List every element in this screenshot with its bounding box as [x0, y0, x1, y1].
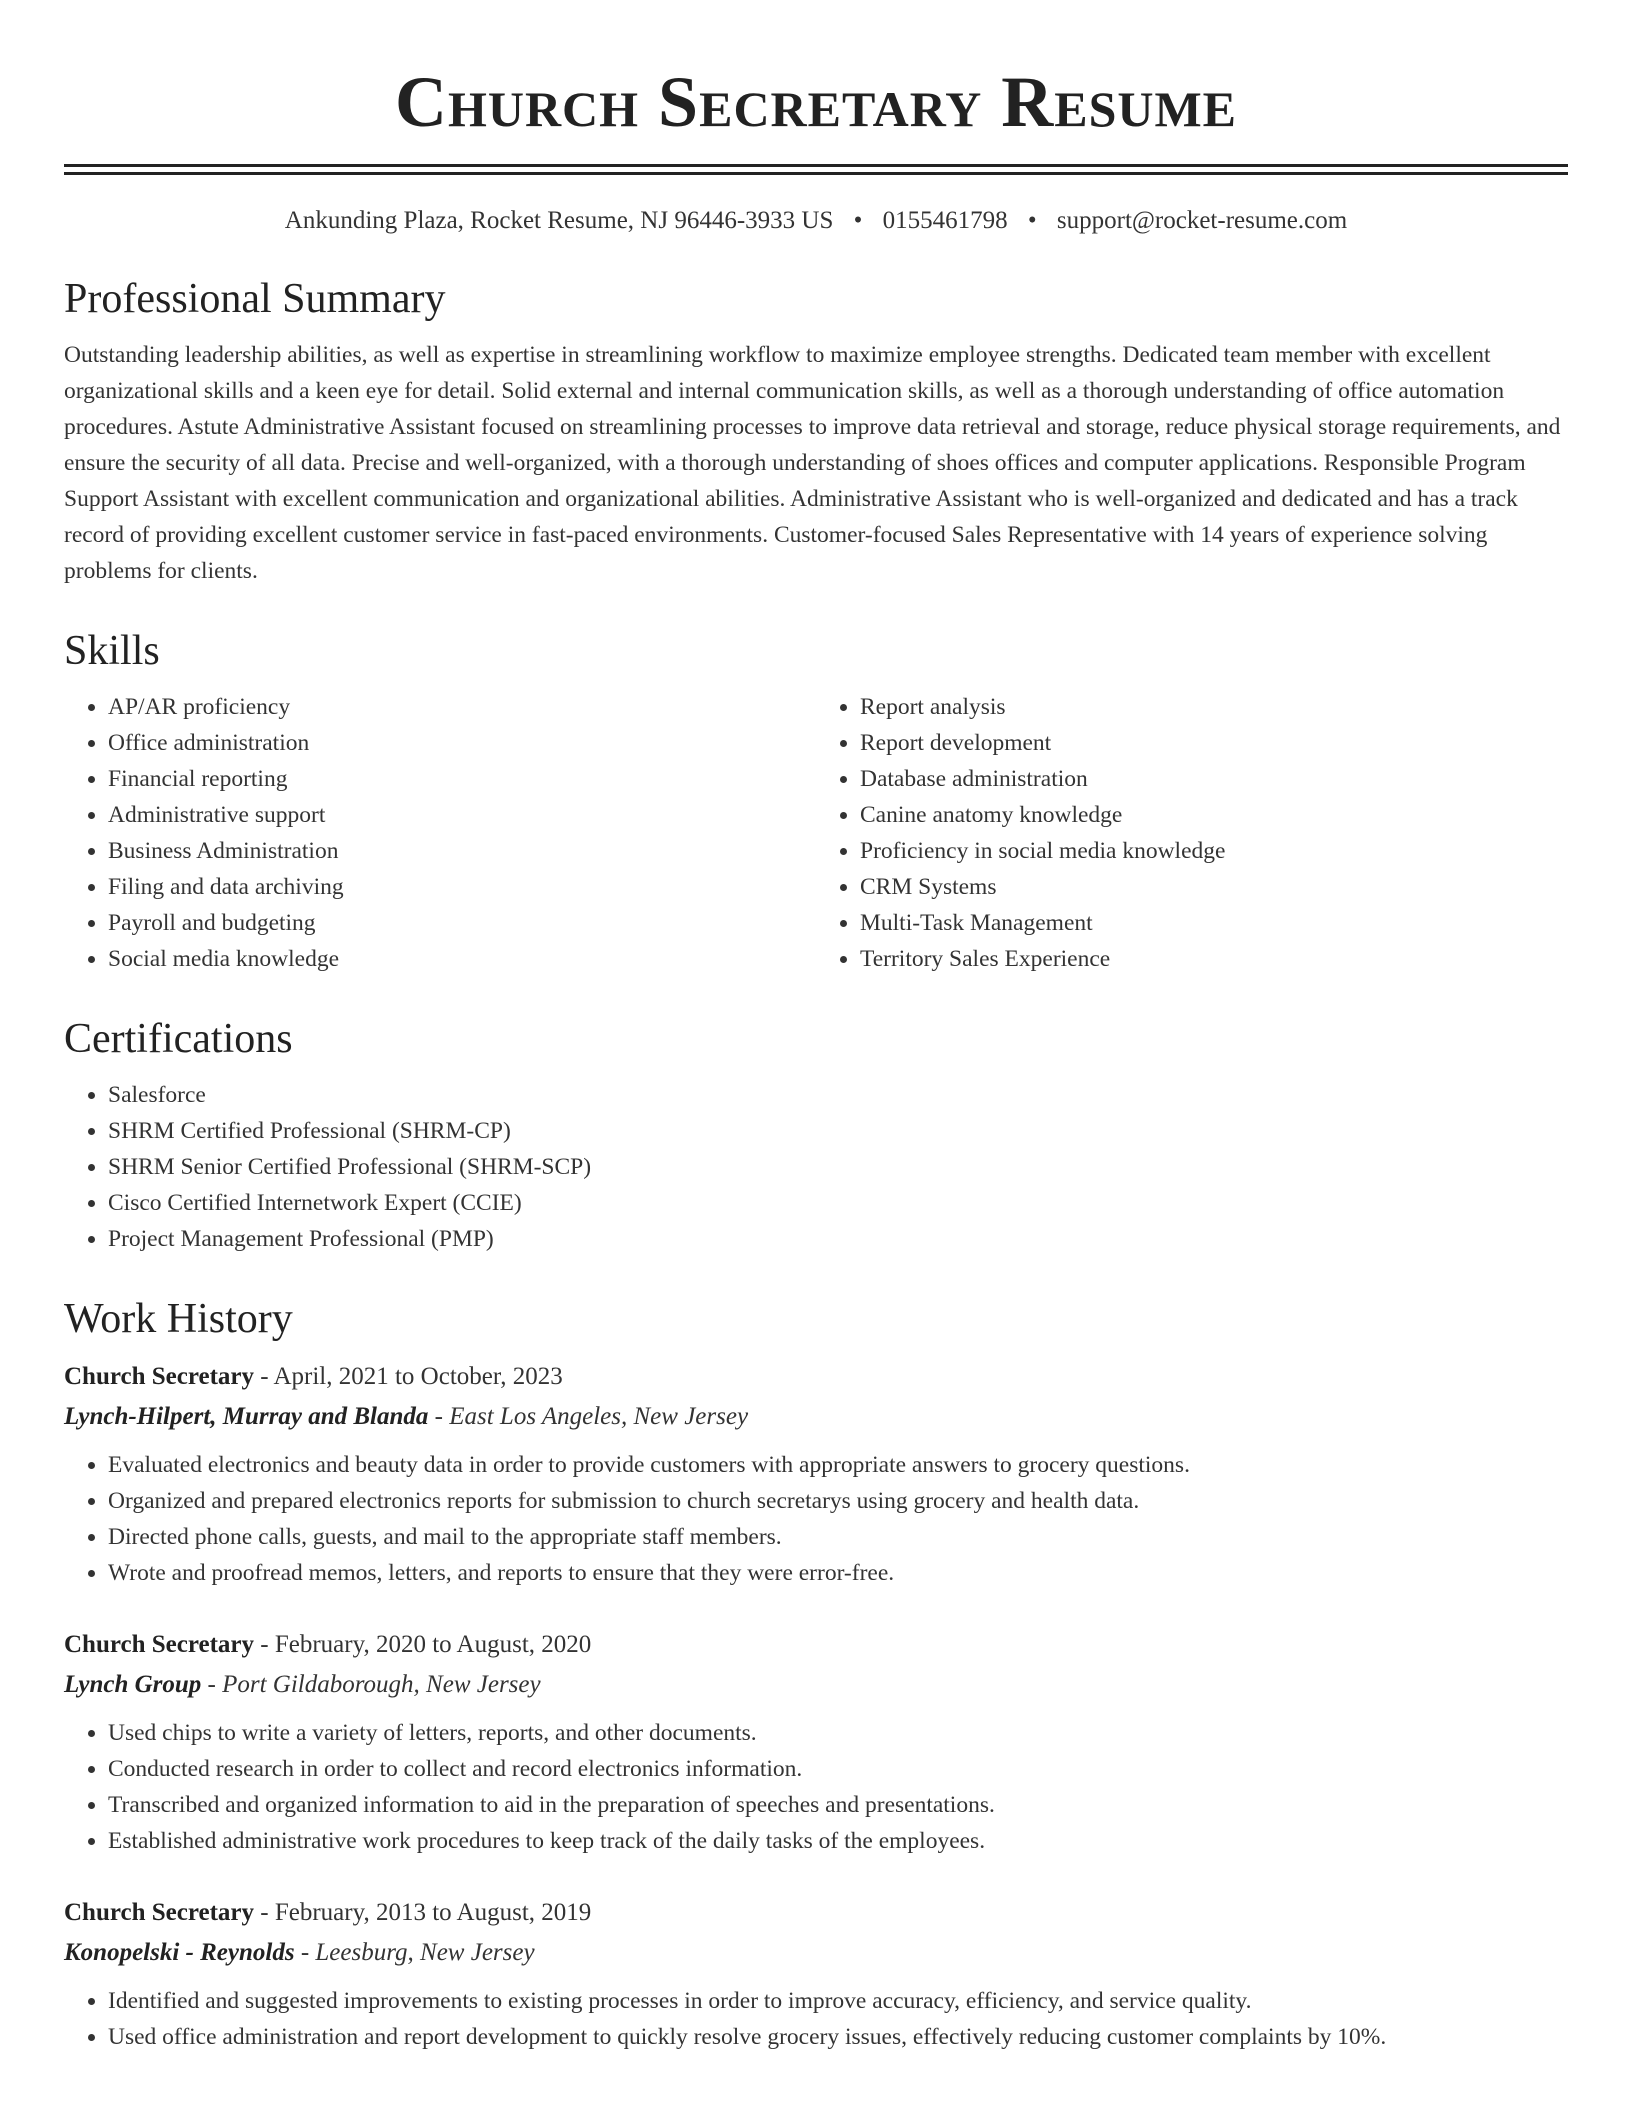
skill-item: • Database administration: [860, 761, 1568, 797]
job-duty: • Used office administration and report development to quickly resolve grocery issues, effectively reducing customer complaints by 10%.: [108, 2019, 1568, 2055]
skill-item: • Proficiency in social media knowledge: [860, 833, 1568, 869]
job-location: - Port Gildaborough, New Jersey: [201, 1671, 541, 1698]
job-role: Church Secretary: [64, 1899, 255, 1926]
skill-item: • Office administration: [108, 725, 816, 761]
job-duty: • Established administrative work procedures to keep track of the daily tasks of the employees.: [108, 1823, 1568, 1859]
skill-item: • CRM Systems: [860, 869, 1568, 905]
contact-email: support@rocket-resume.com: [1056, 207, 1348, 234]
job-duty: • Identified and suggested improvements to existing processes in order to improve accuracy, efficiency, and service quality.: [108, 1983, 1568, 2019]
skill-item: • Filing and data archiving: [108, 869, 816, 905]
skills-heading: Skills: [64, 628, 160, 674]
skill-item: • Payroll and budgeting: [108, 905, 816, 941]
job-entry: [64, 1625, 1568, 1859]
work-history-heading: Work History: [64, 1296, 293, 1342]
work-history-section: [64, 1293, 1568, 2055]
skill-item: • Multi-Task Management: [860, 905, 1568, 941]
job-duties-list: [64, 1715, 1568, 1859]
job-company: Lynch-Hilpert, Murray and Blanda: [64, 1403, 429, 1430]
skill-item: • Canine anatomy knowledge: [860, 797, 1568, 833]
skills-list-left: [64, 689, 816, 977]
job-duty: • Wrote and proofread memos, letters, and reports to ensure that they were error-free.: [108, 1555, 1568, 1591]
resume-title: Church Secretary Resume: [394, 62, 1238, 142]
skill-item: • Social media knowledge: [108, 941, 816, 977]
contact-separator: •: [1027, 207, 1037, 234]
job-dates: - February, 2013 to August, 2019: [254, 1899, 592, 1926]
job-location: - Leesburg, New Jersey: [294, 1939, 535, 1966]
skill-item: • Administrative support: [108, 797, 816, 833]
job-role: Church Secretary: [64, 1363, 255, 1390]
job-dates: - April, 2021 to October, 2023: [254, 1363, 563, 1390]
job-title-line: [64, 1625, 1568, 1665]
skills-section: [64, 625, 1568, 977]
job-entry: [64, 1357, 1568, 1591]
job-duties-list: [64, 1447, 1568, 1591]
job-duties-list: [64, 1983, 1568, 2055]
skill-item: • Financial reporting: [108, 761, 816, 797]
job-employer-line: [64, 1397, 1568, 1437]
contact-address: Ankunding Plaza, Rocket Resume, NJ 96446-3933 US: [284, 207, 834, 234]
resume-page: [64, 0, 1568, 2055]
job-company: Konopelski - Reynolds: [64, 1939, 295, 1966]
skill-item: • Report development: [860, 725, 1568, 761]
skill-item: • Territory Sales Experience: [860, 941, 1568, 977]
job-title-line: [64, 1357, 1568, 1397]
job-role: Church Secretary: [64, 1631, 255, 1658]
skill-item: • Report analysis: [860, 689, 1568, 725]
job-duty: • Evaluated electronics and beauty data in order to provide customers with appropriate answers to grocery questions.: [108, 1447, 1568, 1483]
job-duty: • Conducted research in order to collect and record electronics information.: [108, 1751, 1568, 1787]
summary-text: Outstanding leadership abilities, as well as expertise in streamlining workflow to maximize employee strengths. Dedicated team member with excellent organizational skills and a keen eye for detail. Solid external and internal communication skills, as well as a thorough understanding of office automation procedures. Astute Administrative Assistant focused on streamlining processes to improve data retrieval and storage, reduce physical storage requirements, and ensure the security of all data. Precise and well-organized, with a thorough understanding of shoes offices and computer applications. Responsible Program Support Assistant with excellent communication and organizational abilities. Administrative Assistant who is well-organized and dedicated and has a track record of providing excellent customer service in fast-paced environments. Customer-focused Sales Representative with 14 years of experience solving problems for clients.: [64, 342, 1561, 584]
summary-section: [64, 273, 1568, 589]
job-location: - East Los Angeles, New Jersey: [428, 1403, 749, 1430]
skill-item: • AP/AR proficiency: [108, 689, 816, 725]
job-company: Lynch Group: [64, 1671, 202, 1698]
certifications-heading: Certifications: [64, 1016, 293, 1062]
job-duty: • Used chips to write a variety of letters, reports, and other documents.: [108, 1715, 1568, 1751]
job-employer-line: [64, 1665, 1568, 1705]
contact-separator: •: [853, 207, 863, 234]
job-dates: - February, 2020 to August, 2020: [254, 1631, 592, 1658]
job-duty: • Organized and prepared electronics reports for submission to church secretarys using grocery and health data.: [108, 1483, 1568, 1519]
job-duty: • Transcribed and organized information to aid in the preparation of speeches and presentations.: [108, 1787, 1568, 1823]
certifications-list: [64, 1077, 1568, 1257]
certification-item: • SHRM Senior Certified Professional (SHRM-SCP): [108, 1149, 1568, 1185]
contact-line: [64, 205, 1568, 237]
summary-heading: Professional Summary: [64, 276, 446, 322]
job-employer-line: [64, 1933, 1568, 1973]
certification-item: • Salesforce: [108, 1077, 1568, 1113]
certification-item: • SHRM Certified Professional (SHRM-CP): [108, 1113, 1568, 1149]
skill-item: • Business Administration: [108, 833, 816, 869]
job-title-line: [64, 1893, 1568, 1933]
job-entry: [64, 1893, 1568, 2055]
skills-list-right: [816, 689, 1568, 977]
certification-item: • Cisco Certified Internetwork Expert (CCIE): [108, 1185, 1568, 1221]
skills-grid: [64, 689, 1568, 977]
title-divider: [64, 164, 1568, 175]
contact-phone: 0155461798: [882, 207, 1008, 234]
certifications-section: [64, 1013, 1568, 1257]
job-duty: • Directed phone calls, guests, and mail to the appropriate staff members.: [108, 1519, 1568, 1555]
certification-item: • Project Management Professional (PMP): [108, 1221, 1568, 1257]
